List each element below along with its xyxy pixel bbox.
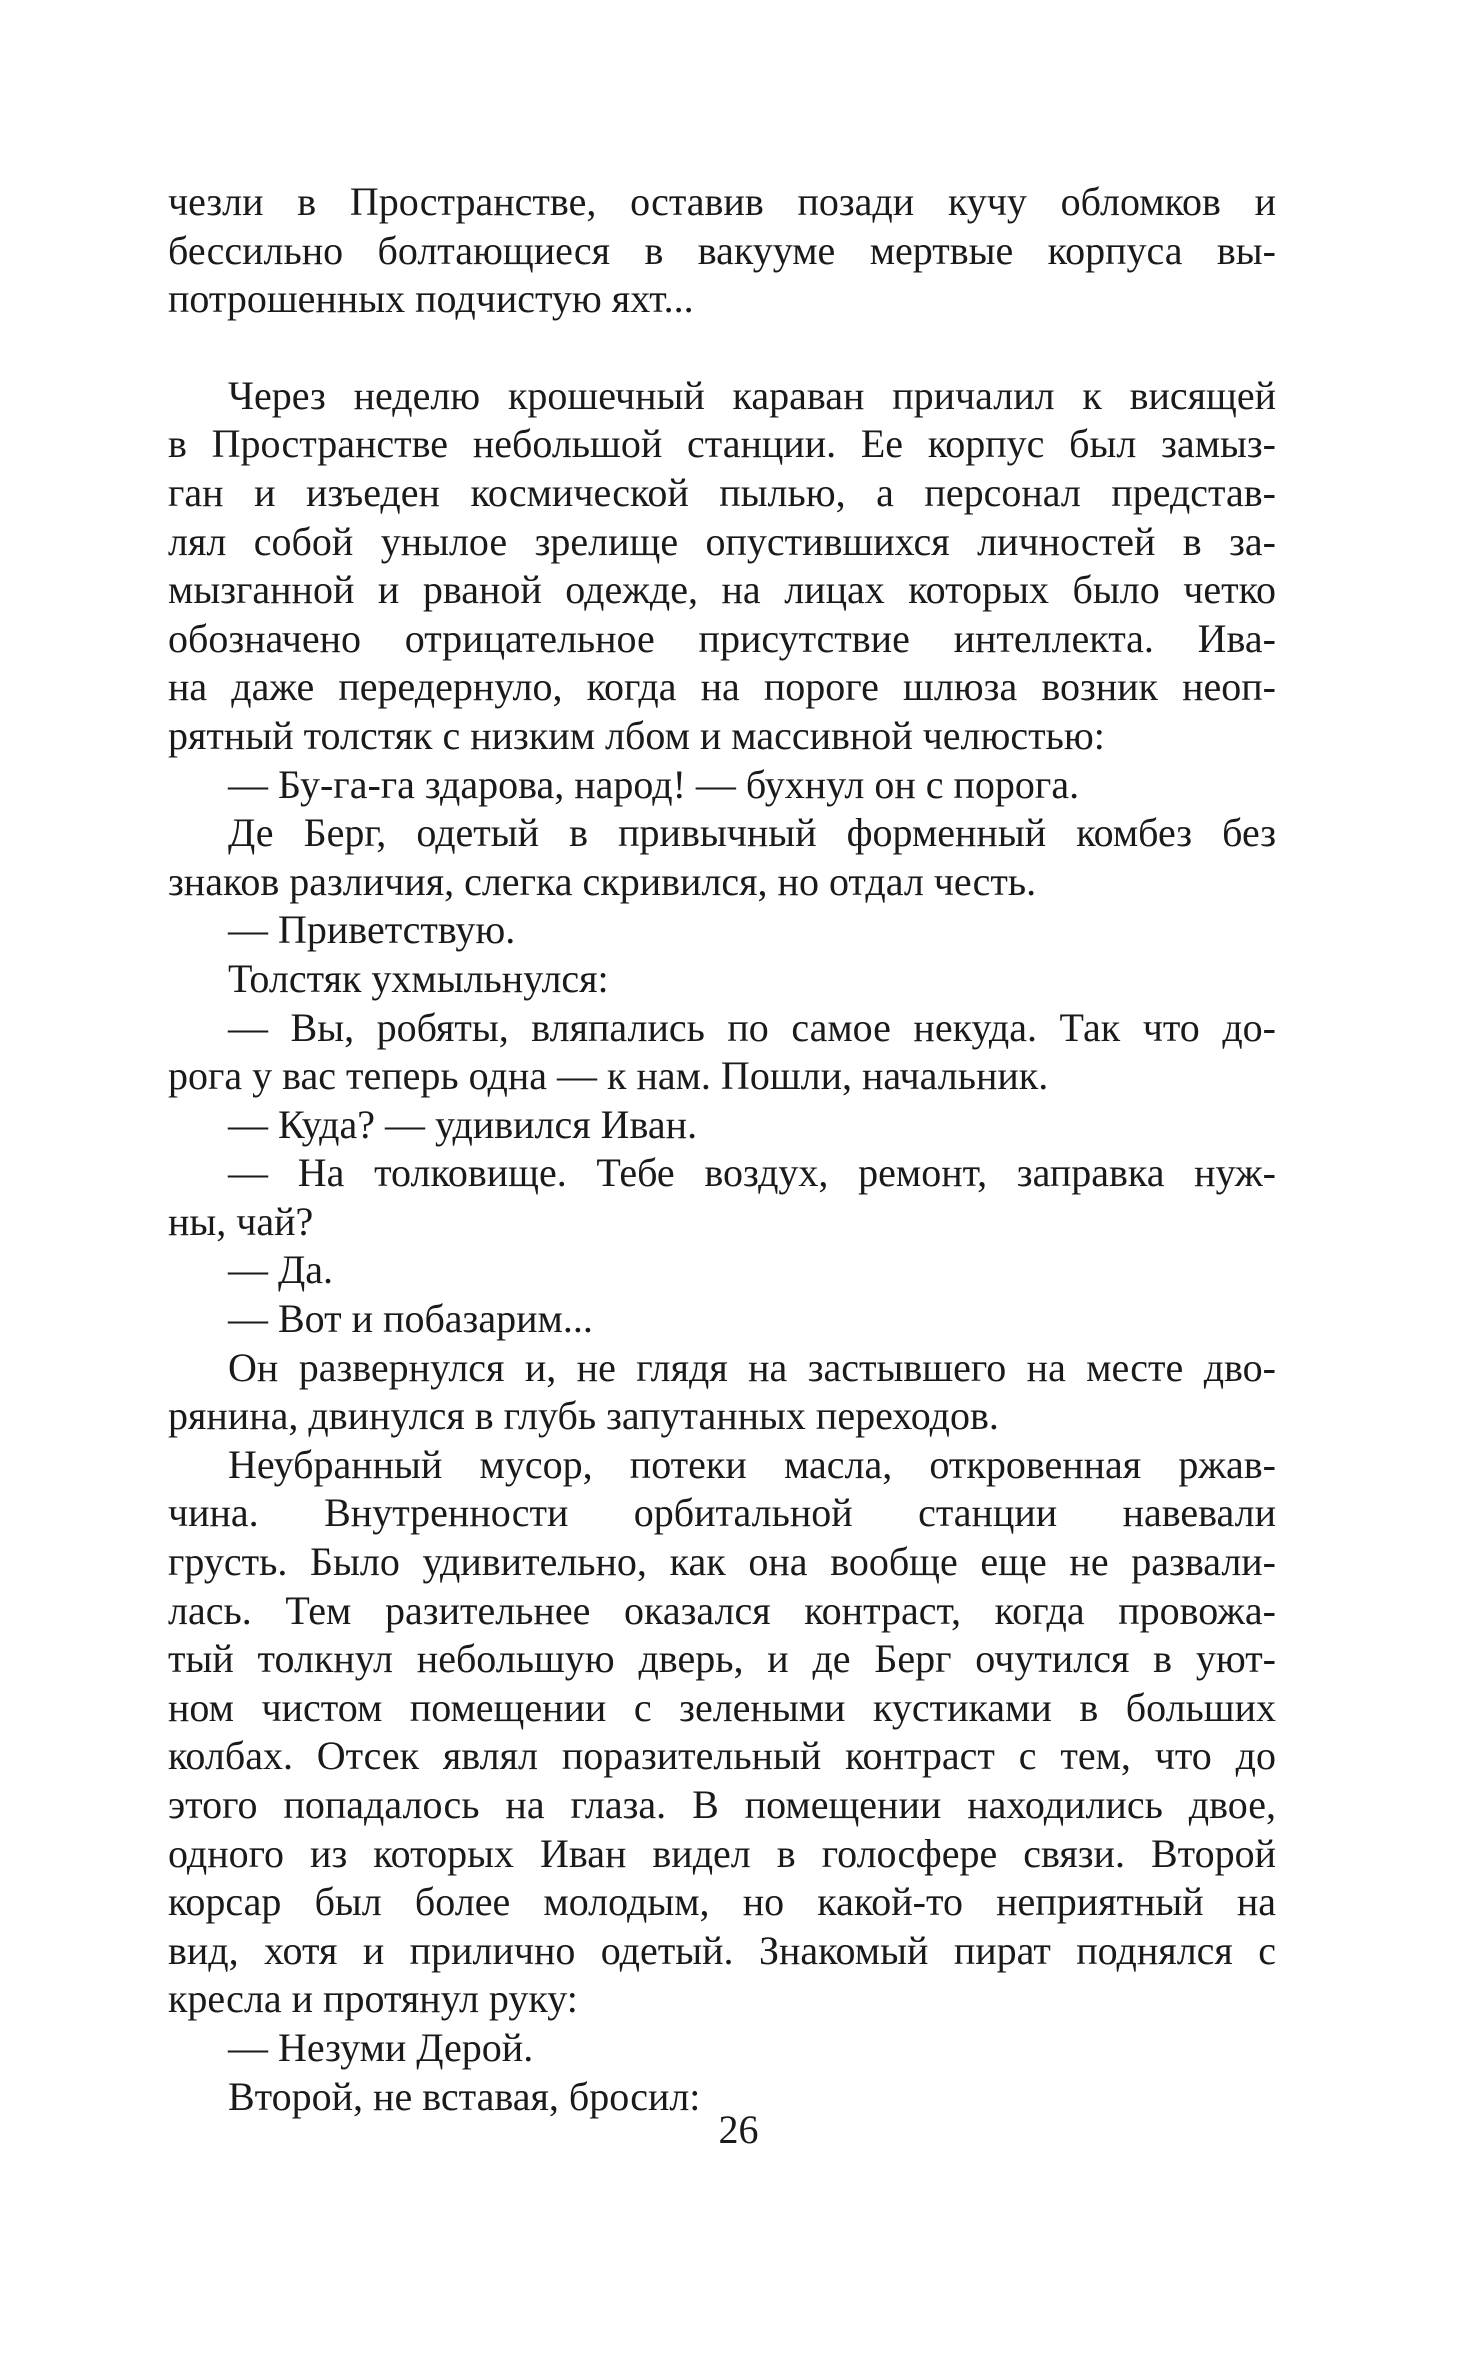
text-line: корсар был более молодым, но какой-то неприятный на xyxy=(168,1879,1276,1925)
text-line: ном чистом помещении с зелеными кустиками в больших xyxy=(168,1684,1276,1730)
text-line: Второй, не вставая, бросил: xyxy=(228,2073,701,2119)
dialogue-line: — Приветствую. xyxy=(228,907,516,953)
dialogue-line: — Бу-га-га здарова, народ! — бухнул он с порога. xyxy=(228,761,1080,807)
text-line: Неубранный мусор, потеки масла, откровенная ржав- xyxy=(228,1441,1276,1487)
text-line: Он развернулся и, не глядя на застывшего на месте дво- xyxy=(228,1344,1276,1390)
text-line: вид, хотя и прилично одетый. Знакомый пират поднялся с xyxy=(168,1927,1276,1973)
text-line: обозначено отрицательное присутствие интеллекта. Ива- xyxy=(168,615,1276,661)
text-line: лял собой унылое зрелище опустившихся личностей в за- xyxy=(168,518,1276,564)
page-number: 26 xyxy=(718,2107,759,2152)
text-line: на даже передернуло, когда на пороге шлюза возник неоп- xyxy=(168,664,1276,710)
text-line: Толстяк ухмыльнулся: xyxy=(228,955,609,1001)
text-line: тый толкнул небольшую дверь, и де Берг очутился в уют- xyxy=(168,1636,1276,1682)
text-line: ган и изъеден космической пылью, а персонал представ- xyxy=(168,469,1276,515)
dialogue-line: — Незуми Дерой. xyxy=(228,2024,534,2070)
text-line: знаков различия, слегка скривился, но отдал честь. xyxy=(168,858,1037,904)
text-line: рянина, двинулся в глубь запутанных переходов. xyxy=(168,1393,999,1439)
text-line: рятный толстяк с низким лбом и массивной челюстью: xyxy=(168,712,1105,758)
text-line: грусть. Было удивительно, как она вообще еще не развали- xyxy=(168,1539,1276,1585)
dialogue-line: — Вот и побазарим... xyxy=(228,1296,593,1342)
text-line: чина. Внутренности орбитальной станции навевали xyxy=(168,1490,1276,1536)
text-line: колбах. Отсек являл поразительный контраст с тем, что до xyxy=(168,1733,1276,1779)
dialogue-line: ны, чай? xyxy=(168,1198,314,1244)
dialogue-line: — Куда? — удивился Иван. xyxy=(228,1101,698,1147)
text-line: в Пространстве небольшой станции. Ее корпус был замыз- xyxy=(168,421,1276,467)
text-line: Через неделю крошечный караван причалил к висящей xyxy=(228,372,1276,418)
text-line: одного из которых Иван видел в голосфере связи. Второй xyxy=(168,1830,1276,1876)
text-line: мызганной и рваной одежде, на лицах которых было четко xyxy=(168,567,1276,613)
text-line: бессильно болтающиеся в вакууме мертвые корпуса вы- xyxy=(168,227,1276,273)
text-line: кресла и протянул руку: xyxy=(168,1976,578,2022)
dialogue-line: — Вы, робяты, вляпались по самое некуда. Так что до- xyxy=(228,1004,1276,1050)
dialogue-line: — На толковище. Тебе воздух, ремонт, заправка нуж- xyxy=(228,1150,1276,1196)
page-text xyxy=(168,178,1276,2121)
section-break xyxy=(168,324,1276,372)
text-line: чезли в Пространстве, оставив позади кучу обломков и xyxy=(168,179,1276,224)
dialogue-line: — Да. xyxy=(228,1247,334,1293)
text-line: Де Берг, одетый в привычный форменный комбез без xyxy=(228,810,1276,856)
text-line: этого попадалось на глаза. В помещении находились двое, xyxy=(168,1782,1276,1827)
dialogue-line: рога у вас теперь одна — к нам. Пошли, начальник. xyxy=(168,1053,1049,1099)
text-line: лась. Тем разительнее оказался контраст, когда провожа- xyxy=(168,1587,1276,1633)
text-line: потрошенных подчистую яхт... xyxy=(168,276,694,322)
